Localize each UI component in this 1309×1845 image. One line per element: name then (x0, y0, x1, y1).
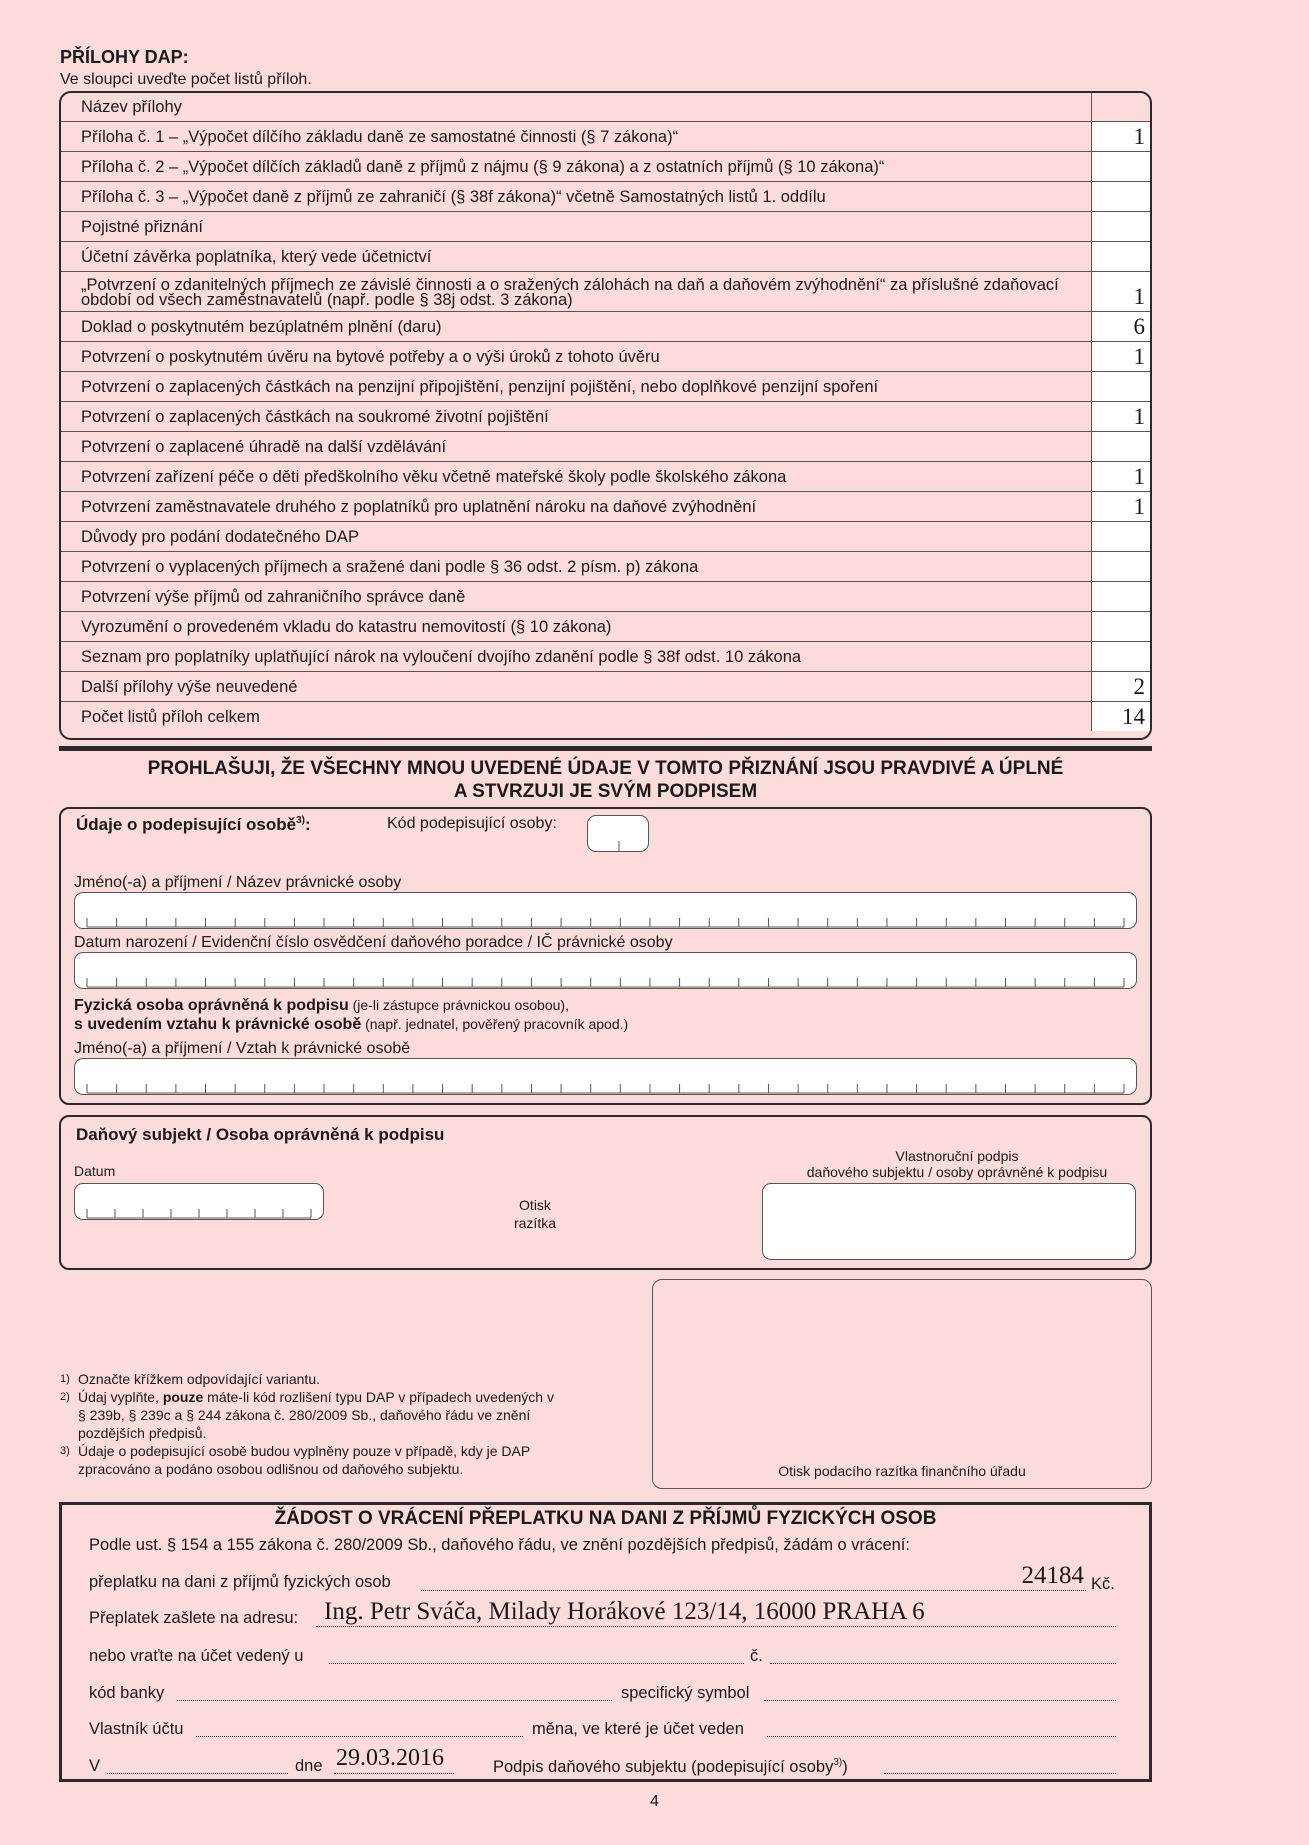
attachment-count-cell[interactable] (1091, 242, 1150, 271)
attachment-row (61, 432, 1150, 462)
attachment-count: 1 (1133, 344, 1145, 369)
attachment-row (61, 552, 1150, 582)
attachment-row (61, 242, 1150, 272)
attachment-row (61, 182, 1150, 212)
overpayment-value[interactable]: 24184 (1021, 1562, 1084, 1589)
date-label: Datum (74, 1163, 116, 1179)
address-label: Přeplatek zašlete na adresu: (89, 1609, 299, 1627)
date-of-request-line (334, 1773, 454, 1774)
attachments-subtitle: Ve sloupci uveďte počet listů příloh. (60, 71, 312, 88)
attachment-label: Důvody pro podání dodatečného DAP (81, 528, 359, 546)
attachment-label: Seznam pro poplatníky uplatňující nárok na vyloučení dvojího zdanění podle § 38f odst. 10 zákona (81, 648, 802, 666)
count-header-cell (1091, 93, 1150, 121)
attachment-count-cell[interactable] (1091, 402, 1150, 431)
attachment-count: 1 (1133, 404, 1145, 429)
attachment-row (61, 212, 1150, 242)
attachment-label: Další přílohy výše neuvedené (81, 678, 298, 696)
attachment-count-cell[interactable] (1091, 522, 1150, 551)
attachment-label: Příloha č. 1 – „Výpočet dílčího základu daně ze samostatné činnosti (§ 7 zákona)“ (81, 128, 679, 146)
attachment-count-cell[interactable] (1091, 462, 1150, 491)
signatory-code-input[interactable] (587, 815, 649, 852)
refund-intro: Podle ust. § 154 a 155 zákona č. 280/2009 Sb., daňového řádu, ve znění pozdějších předpisů, žádám o vrácení: (89, 1536, 910, 1554)
declaration-line-1: PROHLAŠUJI, ŽE VŠECHNY MNOU UVEDENÉ ÚDAJE V TOMTO PŘIZNÁNÍ JSOU PRAVDIVÉ A ÚPLNÉ (147, 758, 1064, 779)
attachment-label: Potvrzení o zaplacených částkách na soukromé životní pojištění (81, 408, 549, 426)
signature-section-heading: Daňový subjekt / Osoba oprávněná k podpisu (76, 1125, 445, 1144)
address-line (316, 1626, 1116, 1627)
date-of-request-value[interactable]: 29.03.2016 (336, 1745, 444, 1771)
birth-date-input[interactable] (74, 952, 1137, 989)
office-stamp-box (652, 1279, 1152, 1489)
attachment-row (61, 122, 1150, 152)
attachment-row (61, 612, 1150, 642)
section-divider (59, 746, 1152, 751)
attachment-count-cell[interactable] (1091, 642, 1150, 671)
char-ticks (75, 918, 1136, 928)
char-ticks (75, 978, 1136, 988)
attachment-label: Příloha č. 2 – „Výpočet dílčích základů daně z příjmů z nájmu (§ 9 zákona) a z ostatních příjmů (§ 10 zákona)“ (81, 158, 885, 176)
footnote-2: 2) Údaj vyplňte, pouze máte-li kód rozlišení typu DAP v případech uvedených v § 239b, § 239c a § 244 zákona č. 280/2009 Sb., daňového řádu ve znění pozdějších předpisů. (60, 1389, 554, 1441)
page-number: 4 (650, 1793, 659, 1810)
account-currency-label: měna, ve které je účet veden (532, 1720, 744, 1738)
attachment-row (61, 702, 1150, 731)
attachment-row (61, 522, 1150, 552)
attachment-count-cell[interactable] (1091, 552, 1150, 581)
attachment-label: Potvrzení o vyplacených příjmech a sražené dani podle § 36 odst. 2 písm. p) zákona (81, 558, 699, 576)
overpayment-line (421, 1590, 1086, 1591)
attachment-count-cell[interactable] (1091, 612, 1150, 641)
currency-label: Kč. (1091, 1575, 1115, 1593)
attachment-label: „Potvrzení o zdanitelných příjmech ze závislé činnosti a o sražených zálohách na daň a daňovém zvýhodnění“ za příslušné zdaňovací období od všech zaměstnavatelů (např. podle § 38j odst. 3 zákona) (81, 276, 1059, 309)
char-ticks (75, 1084, 1136, 1094)
attachment-label: Účetní závěrka poplatníka, který vede účetnictví (81, 248, 432, 266)
relation-label: Jméno(-a) a příjmení / Vztah k právnické osobě (74, 1040, 411, 1057)
attachment-count-cell[interactable] (1091, 432, 1150, 461)
attachment-count-cell[interactable] (1091, 492, 1150, 521)
code-divider (588, 816, 649, 852)
declaration-line-2: A STVRZUJI JE SVÝM PODPISEM (453, 781, 758, 802)
attachment-label: Potvrzení výše příjmů od zahraničního správce daně (81, 588, 466, 606)
attachment-count-cell[interactable] (1091, 122, 1150, 151)
stamp-label: Otisk razítka (513, 1197, 556, 1231)
signatory-heading: Údaje o podepisující osobě$^{3)}$: (76, 815, 311, 834)
attachment-count-cell[interactable] (1091, 152, 1150, 181)
attachment-count-cell[interactable] (1091, 212, 1150, 241)
attachments-header-row (61, 93, 1150, 122)
attachment-count-cell[interactable] (1091, 342, 1150, 371)
account-bank-line[interactable] (329, 1663, 744, 1664)
attachments-title: PŘÍLOHY DAP: (60, 47, 189, 67)
attachment-label: Doklad o poskytnutém bezúplatném plnění (daru) (81, 318, 442, 336)
attachment-row (61, 312, 1150, 342)
attachment-row (61, 342, 1150, 372)
date-ticks (75, 1209, 323, 1219)
attachment-row (61, 582, 1150, 612)
date-of-request-label: dne (295, 1757, 323, 1775)
place-label: V (89, 1757, 101, 1775)
date-input[interactable] (74, 1183, 324, 1220)
account-bank-label: nebo vraťte na účet vedený u (89, 1647, 304, 1665)
signature-field[interactable] (762, 1183, 1136, 1260)
attachment-count: 2 (1133, 674, 1145, 699)
attachment-count: 1 (1133, 124, 1145, 149)
attachment-label: Vyrozumění o provedeném vkladu do katastru nemovitostí (§ 10 zákona) (81, 618, 612, 636)
signatory-name-label: Jméno(-a) a příjmení / Název právnické osoby (74, 874, 402, 891)
specific-symbol-line[interactable] (764, 1700, 1116, 1701)
authorized-person-label: Fyzická osoba oprávněná k podpisu (je-li zástupce právnickou osobou), s uvedením vztahu k právnické osobě (např. jednatel, pověřený pracovník apod.) (74, 997, 629, 1033)
attachment-row (61, 462, 1150, 492)
attachment-row (61, 152, 1150, 182)
attachment-count-cell[interactable] (1091, 702, 1150, 731)
attachment-row (61, 492, 1150, 522)
attachment-label: Potvrzení o zaplacených částkách na penzijní připojištění, penzijní pojištění, nebo doplňkové penzijní spoření (81, 378, 879, 396)
attachment-count: 1 (1133, 284, 1145, 309)
attachment-label: Potvrzení o poskytnutém úvěru na bytové potřeby a o výši úroků z tohoto úvěru (81, 348, 660, 366)
attachment-count: 6 (1133, 314, 1145, 339)
attachment-row (61, 272, 1150, 312)
bank-code-line[interactable] (177, 1700, 612, 1701)
attachment-row (61, 372, 1150, 402)
bank-code-label: kód banky (89, 1684, 165, 1702)
attachment-count-cell[interactable] (1091, 672, 1150, 701)
taxpayer-signature-label: Podpis daňového subjektu (podepisující osoby$^{3)}$) (493, 1757, 848, 1776)
refund-title: ŽÁDOST O VRÁCENÍ PŘEPLATKU NA DANI Z PŘÍJMŮ FYZICKÝCH OSOB (274, 1508, 937, 1529)
account-number-line[interactable] (770, 1663, 1116, 1664)
attachment-label: Počet listů příloh celkem (81, 708, 260, 726)
office-stamp-label: Otisk podacího razítka finančního úřadu (778, 1463, 1026, 1479)
attachment-count: 1 (1133, 494, 1145, 519)
attachments-table (59, 91, 1152, 740)
address-value[interactable]: Ing. Petr Sváča, Milady Horákové 123/14, 16000 PRAHA 6 (324, 1598, 925, 1625)
overpayment-label: přeplatku na dani z příjmů fyzických osob (89, 1573, 391, 1591)
attachments-column-header: Název přílohy (81, 98, 182, 116)
account-currency-line[interactable] (767, 1736, 1116, 1737)
attachment-count-cell[interactable] (1091, 312, 1150, 341)
attachment-row (61, 402, 1150, 432)
signatory-name-input[interactable] (74, 892, 1137, 929)
declaration (59, 757, 1152, 803)
attachment-label: Potvrzení zařízení péče o děti předškolního věku včetně mateřské školy podle školského zákona (81, 468, 787, 486)
account-owner-line[interactable] (196, 1736, 523, 1737)
attachment-label: Potvrzení zaměstnavatele druhého z poplatníků pro uplatnění nároku na daňové zvýhodnění (81, 498, 757, 516)
attachment-count-cell[interactable] (1091, 182, 1150, 211)
attachment-row (61, 642, 1150, 672)
specific-symbol-label: specifický symbol (621, 1684, 750, 1702)
attachment-row (61, 672, 1150, 702)
attachment-count-cell[interactable] (1091, 372, 1150, 401)
attachment-label: Potvrzení o zaplacené úhradě na další vzdělávání (81, 438, 447, 456)
attachment-count: 1 (1133, 464, 1145, 489)
attachment-label: Pojistné přiznání (81, 218, 203, 236)
place-line[interactable] (107, 1773, 288, 1774)
signatory-code-label: Kód podepisující osoby: (387, 815, 557, 832)
relation-input[interactable] (74, 1058, 1137, 1095)
footnote-3: 3) Údaje o podepisující osobě budou vyplněny pouze v případě, kdy je DAP zpracováno a podáno osobou odlišnou od daňového subjektu. (60, 1443, 530, 1477)
attachment-count: 14 (1122, 704, 1145, 729)
account-number-label: č. (750, 1647, 763, 1665)
account-owner-label: Vlastník účtu (89, 1720, 184, 1738)
footnote-1: 1) Označte křížkem odpovídající variantu. (60, 1371, 320, 1387)
birth-date-label: Datum narození / Evidenční číslo osvědčení daňového poradce / IČ právnické osoby (74, 934, 673, 951)
attachment-label: Příloha č. 3 – „Výpočet daně z příjmů ze zahraničí (§ 38f zákona)“ včetně Samostatných listů 1. oddílu (81, 188, 826, 206)
attachment-count-cell[interactable] (1091, 582, 1150, 611)
handwritten-signature-label: Vlastnoruční podpis daňového subjektu / osoby oprávněné k podpisu (806, 1148, 1108, 1180)
footnotes (60, 1370, 560, 1478)
attachment-count-cell[interactable] (1091, 272, 1150, 311)
taxpayer-signature-line[interactable] (884, 1773, 1116, 1774)
